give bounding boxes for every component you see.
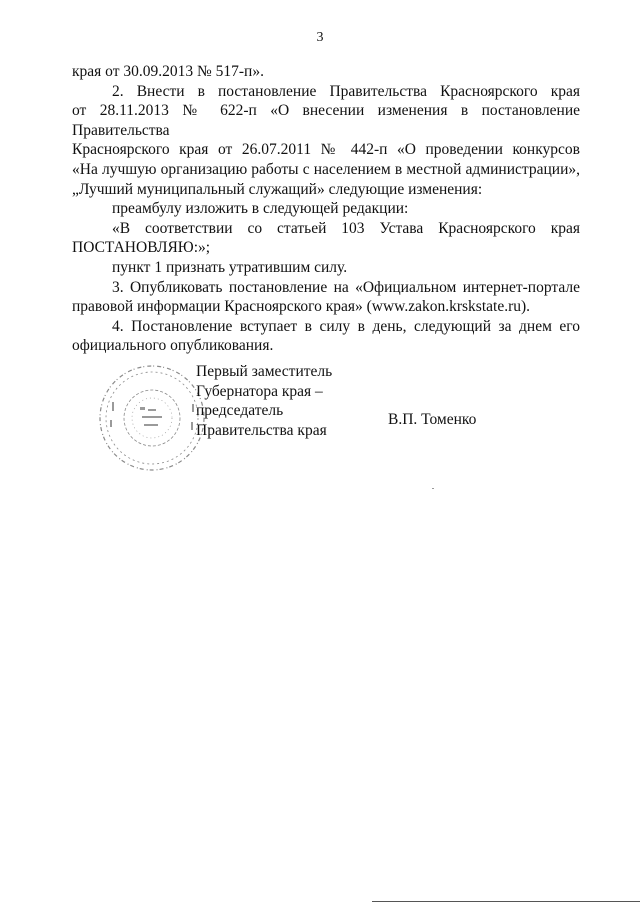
signatory-title-line: председатель — [196, 402, 284, 420]
text-line: ПОСТАНОВЛЯЮ:»; — [72, 239, 211, 257]
signatory-title-line: Губернатора края – — [196, 382, 323, 400]
signatory-title-line: Первый заместитель — [196, 363, 333, 380]
signatory-title — [196, 362, 332, 440]
text-line: преамбулу изложить в следующей редакции: — [112, 200, 409, 218]
page-number: 3 — [316, 30, 324, 45]
scan-artifact — [432, 488, 434, 489]
text-line: 3. Опубликовать постановление на «Официальном интернет-портале — [112, 278, 580, 296]
document-body — [72, 62, 580, 356]
text-line: пункт 1 признать утратившим силу. — [112, 258, 348, 276]
signatory-name: В.П. Томенко — [388, 411, 477, 428]
signatory-title-line: Правительства края — [196, 421, 327, 439]
bottom-rule — [372, 901, 640, 902]
text-line: 2. Внести в постановление Правительства Красноярского края — [112, 82, 580, 100]
text-line: «На лучшую организацию работы с населением в местной администрации», — [72, 160, 580, 178]
text-line: Красноярского края от 26.07.2011 № 442-п «О проведении конкурсов — [72, 141, 580, 159]
text-line: официального опубликования. — [72, 337, 274, 355]
text-line: правовой информации Красноярского края» (www.zakon.krskstate.ru). — [72, 298, 531, 316]
text-line: края от 30.09.2013 № 517-п». — [72, 63, 264, 80]
text-line: от 28.11.2013 № 622-п «О внесении изменения в постановление Правительства — [72, 102, 580, 139]
text-line: «В соответствии со статьей 103 Устава Красноярского края — [112, 219, 580, 237]
text-line: 4. Постановление вступает в силу в день, следующий за днем его — [112, 317, 580, 335]
text-line: „Лучший муниципальный служащий» следующие изменения: — [72, 180, 483, 198]
